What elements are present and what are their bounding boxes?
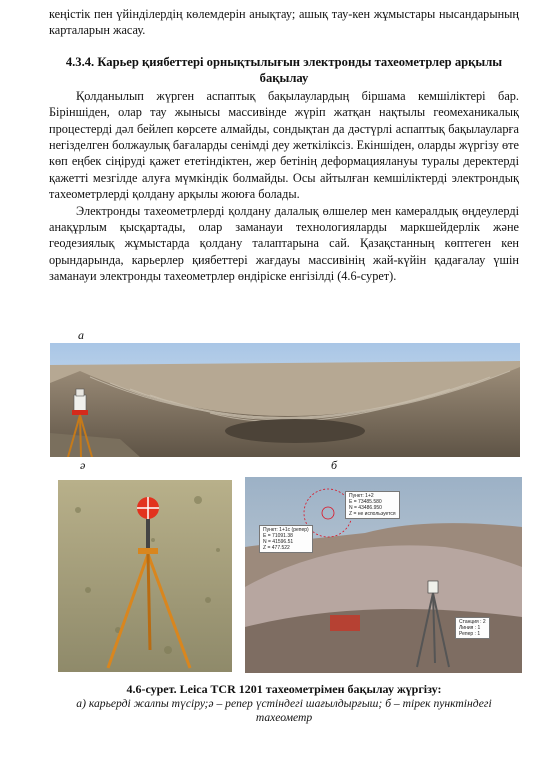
intro-tail-paragraph: кеңістік пен үйінділердің көлемдерін анықтау; ашық тау-кен жұмыстары нысандарының карталарын жасау. [49, 7, 519, 38]
figure-caption-title: 4.6-сурет. Leica TCR 1201 тахеометрімен бақылау жүргізу: [126, 682, 442, 696]
total-station-photo [245, 477, 522, 673]
figure-label-ae: ә [80, 458, 86, 472]
paragraph-1: Қолданылып жүрген аспаптық бақылаулардың біршама кемшіліктері бар. Біріншіден, олар тау жынысы массивінде жүріп жатқан нақтылы геомеханикалық процестерді дәл бейлеп көрсете алмайды, сондықтан да дәстүрлі аспаптық бақылауларға негізделген болжаулық бағаларды сенімді деу жеткіліксіз. Екіншіден, оларды жүргізу өте көп еңбек сіңіруді қажет ететіндіктен, жер бетінің деформациялануы туралы деректерді қажетті мезгілде алуға мүмкіндік болмайды. Осы айтылған кемшіліктерді электрондық тахеометрлерді қолдану арқылы жоюға болады. [49, 88, 519, 202]
figure-label-a: а [78, 328, 84, 342]
paragraph-2: Электронды тахеометрлерді қолдану далалық өлшелер мен камералдық өңдеулерді анақұрлым қысқартады, олар заманауи технологияларды маркшейдерлік және геодезиялық жұмыстарда қолдану талаптарына сай. Қазақстанның көптеген кен орындарында, карьерлер қиябеттері жағдауы массивінің жай-күйін қадағалау үшін заманауи электронды тахеометрлер өндіріске енгізілді (4.6-сурет). [49, 203, 519, 284]
quarry-panorama-photo [50, 343, 520, 457]
page-text [49, 6, 519, 285]
reflector-on-tripod-photo [58, 480, 232, 672]
figure-caption-body: а) карьерді жалпы түсіру;ә – репер үстіндегі шағылдырғыш; б – тірек пунктіндегі тахеометр [76, 697, 492, 724]
annotation-point: Пункт: 1+2 E = 73485.580 N = 43486.950 Z = не используется [345, 491, 400, 519]
annotation-station: Станция : 2 Линия : 1 Репер : 1 [455, 617, 490, 639]
section-heading: 4.3.4. Карьер қиябеттері орнықтылығын электронды тахеометрлер арқылы бақылау [65, 54, 503, 85]
annotation-reper: Пункт: 1+1с (репер) E = 71091.38 N = 41596.51 Z = 477.522 [259, 525, 313, 553]
figure-label-b: б [331, 458, 338, 472]
